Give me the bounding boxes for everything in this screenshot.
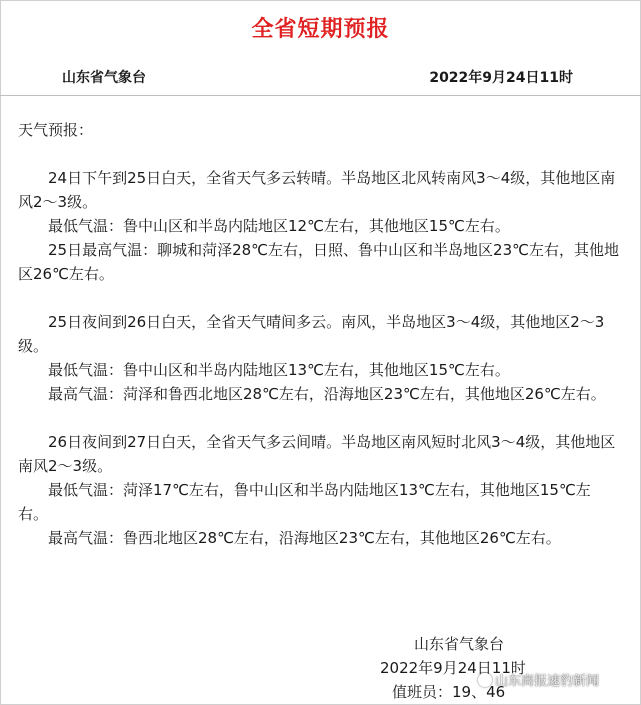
- header-divider: [0, 95, 641, 96]
- period-2-max-temp: 最高气温：菏泽和鲁西北地区28℃左右，沿海地区23℃左右，其他地区26℃左右。: [48, 385, 606, 403]
- signature-duty: 值班员：19、46: [392, 683, 506, 701]
- period-1-summary: 24日下午到25日白天，全省天气多云转晴。半岛地区北风转南风3～4级，其他地区南风2～3级。: [18, 169, 616, 211]
- signature-block: [380, 632, 526, 704]
- watermark-text: 山东商报速豹新闻: [495, 674, 600, 689]
- period-1-min-temp: 最低气温：鲁中山区和半岛内陆地区12℃左右，其他地区15℃左右。: [48, 217, 510, 235]
- period-2-summary: 25日夜间到26日白天，全省天气晴间多云。南风，半岛地区3～4级，其他地区2～3级。: [18, 313, 605, 355]
- period-3-max-temp: 最高气温：鲁西北地区28℃左右，沿海地区23℃左右，其他地区26℃左右。: [48, 529, 561, 547]
- issue-datetime: 2022年9月24日11时: [429, 70, 573, 86]
- forecast-body: [18, 118, 619, 550]
- period-3-summary: 26日夜间到27日白天，全省天气多云间晴。半岛地区南风短时北风3～4级，其他地区南风2～3级。: [18, 433, 616, 475]
- page-title: 全省短期预报: [251, 17, 390, 42]
- signature-agency: 山东省气象台: [414, 635, 505, 653]
- period-2-min-temp: 最低气温：鲁中山区和半岛内陆地区13℃左右，其他地区15℃左右。: [48, 361, 510, 379]
- period-1-max-temp: 25日最高气温：聊城和菏泽28℃左右，日照、鲁中山区和半岛地区23℃左右，其他地区26℃左右。: [18, 241, 619, 283]
- watermark-logo-icon: [478, 673, 492, 687]
- period-3-min-temp: 最低气温：菏泽17℃左右，鲁中山区和半岛内陆地区13℃左右，其他地区15℃左右。: [18, 481, 591, 523]
- intro-label: 天气预报：: [18, 121, 94, 139]
- watermark: [478, 670, 599, 689]
- signature-datetime: 2022年9月24日11时: [380, 659, 526, 677]
- issuing-agency: 山东省气象台: [62, 70, 146, 86]
